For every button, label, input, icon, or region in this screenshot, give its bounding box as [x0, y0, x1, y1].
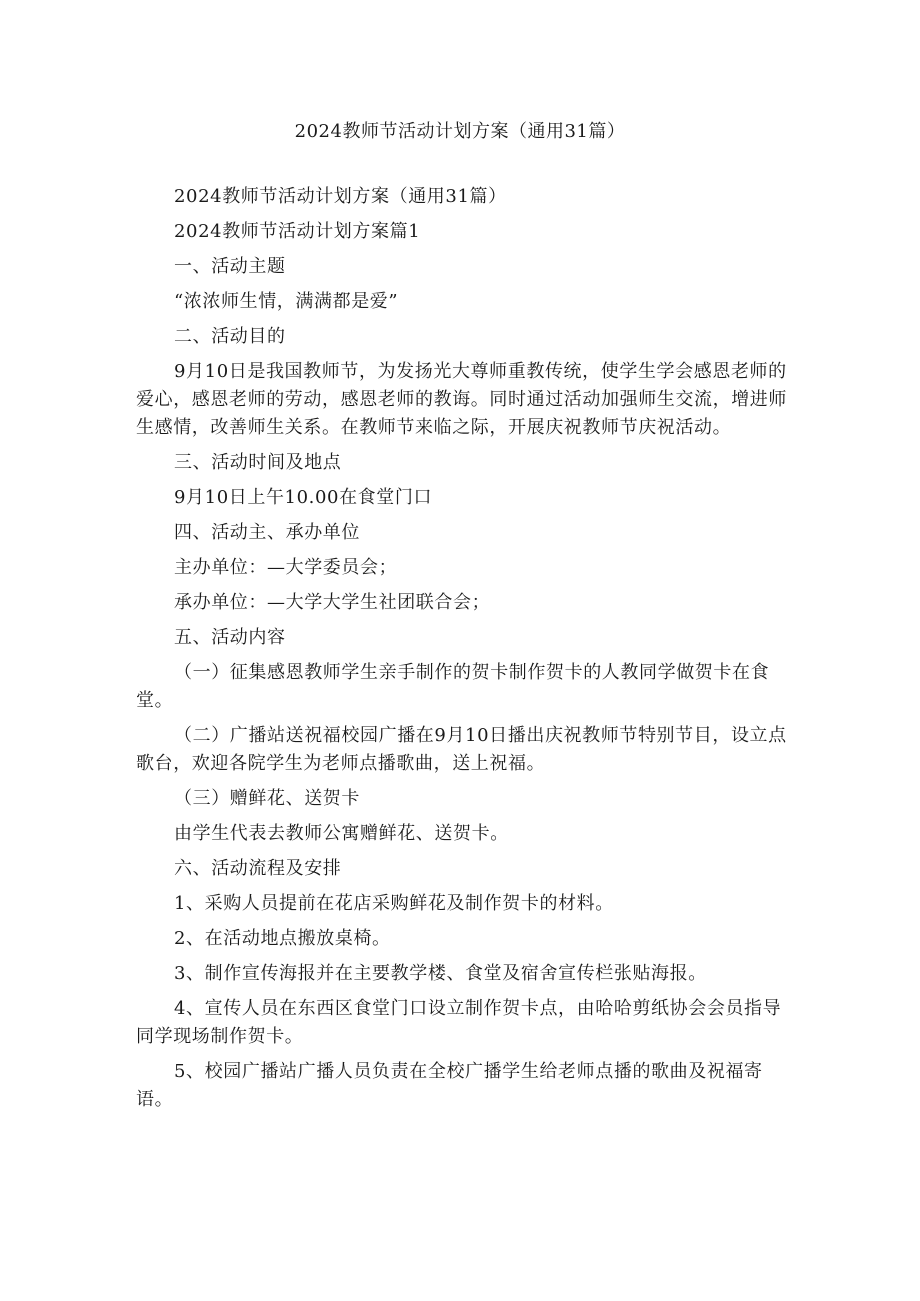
- paragraph: 9月10日上午10.00在食堂门口: [174, 487, 433, 508]
- paragraph: 主办单位：—大学委员会；: [174, 557, 398, 578]
- paragraph: 由学生代表去教师公寓赠鲜花、送贺卡。: [174, 823, 509, 844]
- paragraph: “浓浓师生情，满满都是爱”: [174, 291, 399, 312]
- paragraph: 三、活动时间及地点: [174, 452, 342, 473]
- paragraph: 四、活动主、承办单位: [174, 522, 360, 543]
- paragraph: 一、活动主题: [174, 256, 286, 277]
- paragraph: 承办单位：—大学大学生社团联合会；: [174, 592, 491, 613]
- paragraph: （三）赠鲜花、送贺卡: [174, 788, 360, 809]
- paragraph: 9月10日是我国教师节，为发扬光大尊师重教传统，使学生学会感恩老师的爱心，感恩老师的劳动，感恩老师的教诲。同时通过活动加强师生交流，增进师生感情，改善师生关系。在教师节来临之际，开展庆祝教师节庆祝活动。: [136, 361, 787, 438]
- paragraph: 五、活动内容: [174, 627, 286, 648]
- paragraph: 4、宣传人员在东西区食堂门口设立制作贺卡点，由哈哈剪纸协会会员指导同学现场制作贺卡。: [136, 998, 782, 1047]
- paragraph: 六、活动流程及安排: [174, 858, 342, 879]
- paragraph: 3、制作宣传海报并在主要教学楼、食堂及宿舍宣传栏张贴海报。: [174, 963, 707, 984]
- paragraph: 2、在活动地点搬放桌椅。: [174, 928, 391, 949]
- paragraph: 2024教师节活动计划方案篇1: [174, 221, 421, 242]
- paragraph: 2024教师节活动计划方案（通用31篇）: [174, 186, 507, 207]
- paragraph: （二）广播站送祝福校园广播在9月10日播出庆祝教师节特别节目，设立点歌台，欢迎各院学生为老师点播歌曲，送上祝福。: [136, 725, 787, 774]
- paragraph: 5、校园广播站广播人员负责在全校广播学生给老师点播的歌曲及祝福寄语。: [136, 1061, 763, 1110]
- paragraph: （一）征集感恩教师学生亲手制作的贺卡制作贺卡的人教同学做贺卡在食堂。: [136, 662, 770, 711]
- document-body: [136, 183, 796, 1121]
- document-title: 2024教师节活动计划方案（通用31篇）: [294, 121, 626, 142]
- paragraph: 二、活动目的: [174, 326, 286, 347]
- paragraph: 1、采购人员提前在花店采购鲜花及制作贺卡的材料。: [174, 893, 614, 914]
